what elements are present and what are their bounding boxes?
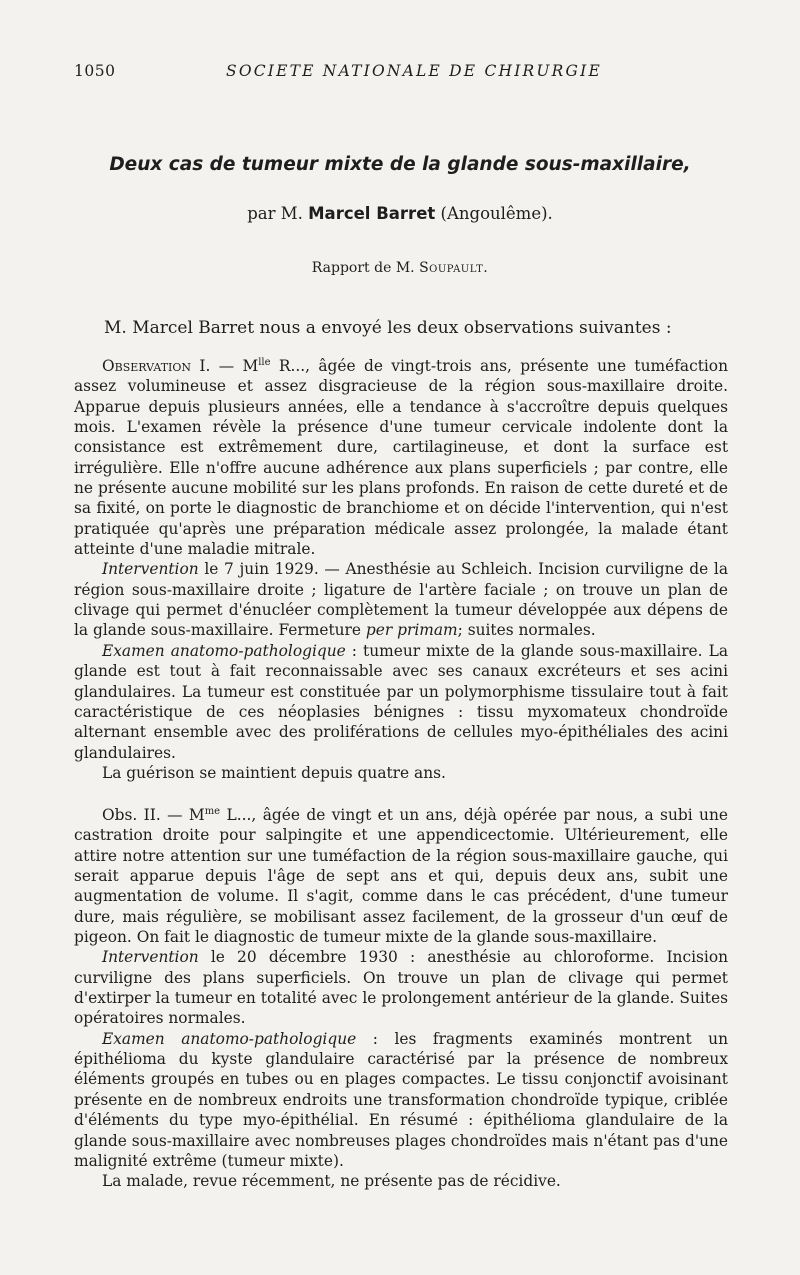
observation-1	[74, 356, 728, 783]
article-title: Deux cas de tumeur mixte de la glande sous-maxillaire,	[109, 154, 691, 175]
observation-2-intervention: Intervention le 20 décembre 1930 : anesthésie au chloroforme. Incision curviligne des plans superficiels. On trouve un plan de clivage qui permet d'extirper la tumeur en totalité avec le prolongement antérieur de la glande. Suites opératoires normales.	[74, 948, 728, 1028]
observation-1-paragraph: Observation I. — $M^{lle}$ R..., âgée de vingt-trois ans, présente une tuméfaction assez volumineuse et assez disgracieuse de la région sous-maxillaire droite. Apparue depuis plusieurs années, elle a tendance à s'accroître depuis quelques mois. L'examen révèle la présence d'une tumeur cervicale indolente dont la consistance est extrêmement dure, cartilagineuse, et dont la surface est irrégulière. Elle n'offre aucune adhérence aux plans superficiels ; par contre, elle ne présente aucune mobilité sur les plans profonds. En raison de cette dureté et de sa fixité, on porte le diagnostic de branchiome et on décide l'intervention, qui n'est pratiquée qu'après une préparation médicale assez prolongée, la malade étant atteinte d'une maladie mitrale.	[74, 356, 728, 559]
page-number: 1050	[74, 62, 116, 80]
observation-2-exam: Examen anatomo-pathologique : les fragments examinés montrent un épithélioma du kyste glandulaire caractérisé par la présence de nombreux éléments groupés en tubes ou en plages compactes. Le tissu conjonctif avoisinant présente en de nombreux endroits une transformation chondroïde typique, criblée d'éléments du type myo-épithélial. En résumé : épithélioma glandulaire de la glande sous-maxillaire avec nombreuses plages chondroïdes mais n'étant pas d'une malignité extrême (tumeur mixte).	[74, 1029, 728, 1170]
report-line	[0, 260, 800, 276]
report-prefix: Rapport de M.	[311, 260, 415, 276]
byline	[0, 204, 800, 223]
author-affiliation: (Angoulême).	[440, 204, 553, 223]
byline-prefix: par M.	[247, 204, 303, 223]
intro-sentence: M. Marcel Barret nous a envoyé les deux observations suivantes :	[104, 318, 672, 338]
observation-2-paragraph: Obs. II. — $M^{me}$ L..., âgée de vingt et un ans, déjà opérée par nous, a subi une castration droite pour salpingite et une appendicectomie. Ultérieurement, elle attire notre attention sur une tuméfaction de la région sous-maxillaire gauche, qui serait apparue depuis l'âge de sept ans et qui, depuis deux ans, subit une augmentation de volume. Il s'agit, comme dans le cas précédent, d'une tumeur dure, mais régulière, se mobilisant assez facilement, de la grosseur d'un œuf de pigeon. On fait le diagnostic de tumeur mixte de la glande sous-maxillaire.	[74, 805, 728, 947]
observation-1-intervention: Intervention le 7 juin 1929. — Anesthésie au Schleich. Incision curviligne de la région sous-maxillaire droite ; ligature de l'artère faciale ; on trouve un plan de clivage qui permet d'énucléer complètement la tumeur développée aux dépens de la glande sous-maxillaire. Fermeture per primam; suites normales.	[74, 560, 728, 640]
observation-2	[74, 805, 728, 1192]
journal-name: SOCIETE NATIONALE DE CHIRURGIE	[226, 62, 602, 80]
author-name: Marcel Barret	[308, 204, 436, 223]
observation-2-outcome: La malade, revue récemment, ne présente pas de récidive.	[102, 1172, 561, 1191]
observation-2-label: Obs. II.	[102, 806, 161, 824]
reporter-name: Soupault.	[419, 260, 489, 276]
observation-1-label: Observation I.	[102, 357, 211, 375]
observation-1-outcome: La guérison se maintient depuis quatre ans.	[102, 763, 446, 782]
observation-1-exam: Examen anatomo-pathologique : tumeur mixte de la glande sous-maxillaire. La glande est tout à fait reconnaissable avec ses canaux excréteurs et ses acini glandulaires. La tumeur est constituée par un polymorphisme tissulaire tout à fait caractéristique de ces néoplasies bénignes : tissu myxomateux chondroïde alternant ensemble avec des proliférations de cellules myo-épithéliales des acini glandulaires.	[74, 641, 728, 762]
